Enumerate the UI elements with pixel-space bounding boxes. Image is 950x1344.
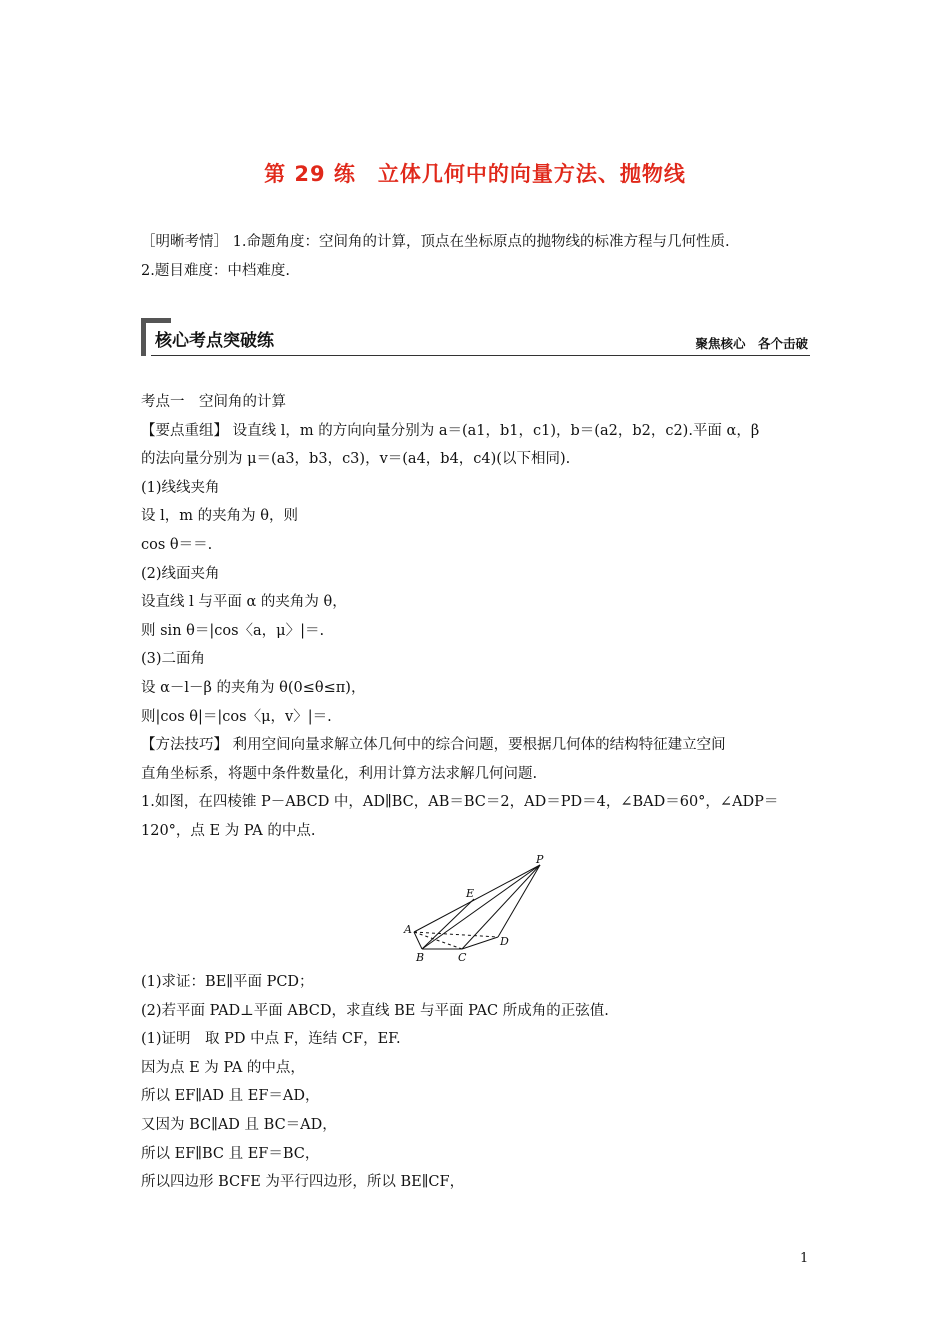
text-line: 设 α－l－β 的夹角为 θ(0≤θ≤π)， bbox=[141, 679, 366, 696]
text-line: (3)二面角 bbox=[141, 651, 206, 668]
text-line: cos θ＝＝. bbox=[141, 536, 213, 553]
text-line: (1)求证：BE∥平面 PCD； bbox=[141, 974, 314, 990]
text-line: 直角坐标系，将题中条件数量化，利用计算方法求解几何问题. bbox=[141, 765, 538, 782]
text-line: (1)线线夹角 bbox=[141, 479, 220, 496]
label-b: B bbox=[416, 951, 425, 963]
label-p: P bbox=[536, 853, 544, 866]
text-line: 所以四边形 BCFE 为平行四边形，所以 BE∥CF， bbox=[141, 1174, 465, 1191]
page-number: 1 bbox=[800, 1251, 809, 1266]
proof-content bbox=[141, 968, 821, 1197]
edge-pa bbox=[414, 865, 540, 932]
label-a: A bbox=[404, 923, 412, 936]
text-line: 所以 EF∥BC 且 EF＝BC， bbox=[141, 1145, 320, 1162]
banner-corner-mark-top bbox=[141, 318, 171, 323]
banner-title: 核心考点突破练 bbox=[155, 331, 274, 351]
section-banner bbox=[141, 316, 810, 358]
text-line: 所以 EF∥AD 且 EF＝AD， bbox=[141, 1088, 320, 1105]
banner-subtitle: 聚焦核心 各个击破 bbox=[695, 336, 808, 351]
main-content bbox=[141, 388, 821, 846]
text-line: 的法向量分别为 μ＝(a3，b3，c3)，v＝(a4，b4，c4)(以下相同). bbox=[141, 451, 571, 468]
text-line: (1)证明 取 PD 中点 F，连结 CF，EF. bbox=[141, 1031, 401, 1048]
label-e: E bbox=[466, 887, 475, 900]
text-line: 因为点 E 为 PA 的中点， bbox=[141, 1059, 305, 1076]
text-line: 【要点重组】 设直线 l，m 的方向向量分别为 a＝(a1，b1，c1)，b＝(a2，b2，c2).平面 α，β bbox=[141, 422, 760, 439]
banner-rule bbox=[151, 355, 810, 356]
text-line: 120°，点 E 为 PA 的中点. bbox=[141, 822, 316, 839]
page-title: 第 29 练 立体几何中的向量方法、抛物线 bbox=[264, 162, 686, 186]
text-line: 【方法技巧】 利用空间向量求解立体几何中的综合问题，要根据几何体的结构特征建立空间 bbox=[141, 737, 726, 754]
label-d: D bbox=[500, 935, 509, 948]
text-line: (2)线面夹角 bbox=[141, 565, 220, 582]
text-line: 则 sin θ＝|cos〈a，μ〉|＝. bbox=[141, 622, 325, 639]
intro-line-1: ［明晰考情］ 1.命题角度：空间角的计算，顶点在坐标原点的抛物线的标准方程与几何性质. bbox=[141, 234, 730, 250]
text-line: 1.如图，在四棱锥 P－ABCD 中，AD∥BC，AB＝BC＝2，AD＝PD＝4，∠BAD＝60°，∠ADP＝ bbox=[141, 794, 779, 811]
pyramid-figure bbox=[400, 853, 550, 963]
banner-corner-mark bbox=[141, 318, 146, 356]
text-line: 则|cos θ|＝|cos〈μ，v〉|＝. bbox=[141, 708, 332, 725]
label-c: C bbox=[458, 951, 467, 963]
intro-block bbox=[141, 228, 821, 286]
text-line: 设 l，m 的夹角为 θ，则 bbox=[141, 508, 298, 525]
text-line: 考点一 空间角的计算 bbox=[141, 394, 286, 410]
text-line: 设直线 l 与平面 α 的夹角为 θ， bbox=[141, 594, 347, 611]
text-line: (2)若平面 PAD⊥平面 ABCD，求直线 BE 与平面 PAC 所成角的正弦值. bbox=[141, 1002, 609, 1019]
intro-line-2: 2.题目难度：中档难度. bbox=[141, 263, 290, 279]
text-line: 又因为 BC∥AD 且 BC＝AD， bbox=[141, 1116, 337, 1133]
